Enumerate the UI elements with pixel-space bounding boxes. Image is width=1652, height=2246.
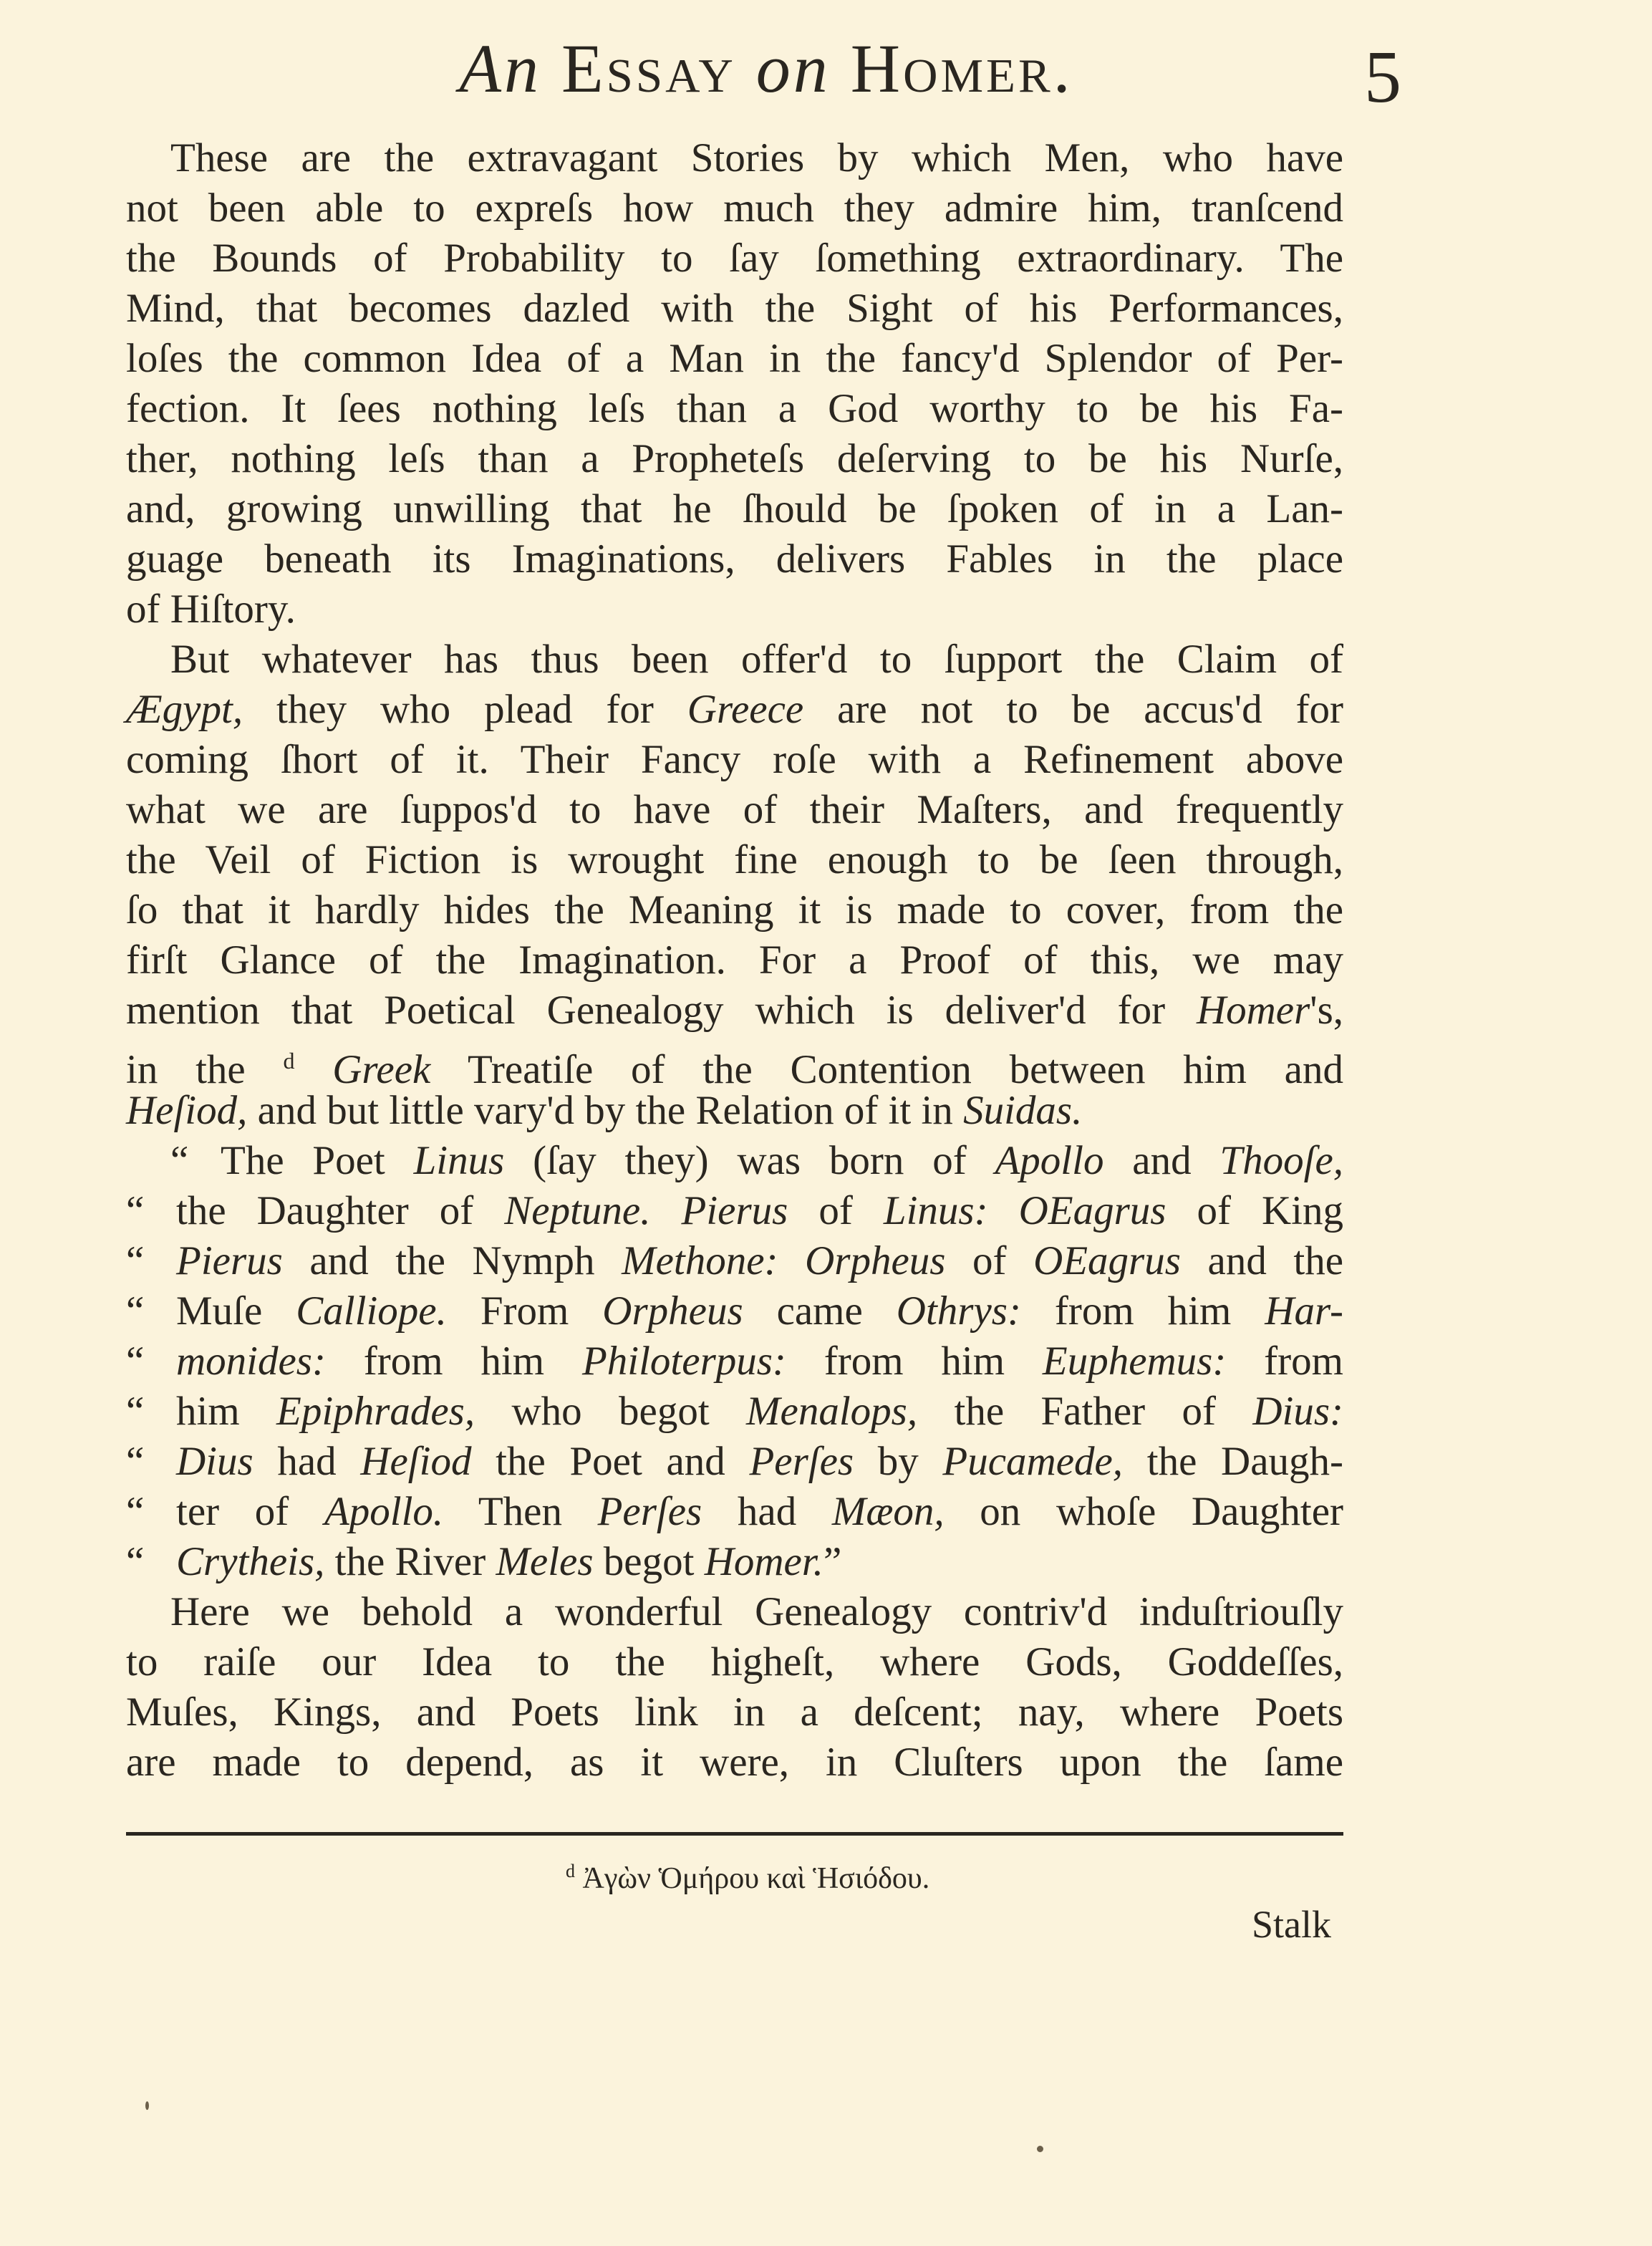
italic-name: Homer [1196,988,1310,1033]
quote-line: “ him Epiphrades, who begot Menalops, the Father of Dius: [126,1387,1343,1437]
text-line: guage beneath its Imaginations, delivers Fables in the place [126,536,1343,582]
footnote-divider [126,1832,1343,1836]
text-line: Here we behold a wonderful Genealogy contriv'd induſtriouſly [170,1589,1343,1634]
text-line: what we are ſuppos'd to have of their Maſters, and frequently [126,787,1343,832]
quote-line: “ Crytheis, the River Meles begot Homer.” [126,1537,1343,1587]
text-line: to raiſe our Idea to the higheſt, where Gods, Goddeſſes, [126,1639,1343,1684]
footnote-reference: d [283,1048,295,1074]
italic-name: Greece [687,687,804,732]
catchword: Stalk [1252,1903,1332,1946]
text-line: Heſiod, and but little vary'd by the Relation of it in Suidas. [126,1088,1083,1133]
text-line: ther, nothing leſs than a Propheteſs deſerving to be his Nurſe, [126,436,1343,481]
quote-mark: “ [126,1439,145,1484]
text-line: But whatever has thus been offer'd to ſupport the Claim of [170,637,1343,682]
italic-name: Heſiod, [126,1088,248,1133]
italic-name: Ægypt, [126,687,243,732]
italic-name: Suidas. [963,1088,1083,1133]
footnote [566,1861,929,1896]
text-line: mention that Poetical Genealogy which is deliver'd for Homer's, [126,988,1343,1033]
quote-line: “ Dius had Heſiod the Poet and Perſes by Pucamede, the Daugh- [126,1437,1343,1487]
paper-speck [1037,2146,1043,2152]
title-word-homer: Homer. [850,30,1073,107]
quote-mark: “ [126,1188,145,1233]
title-word-an: An [459,30,541,107]
text-line: These are the extravagant Stories by which Men, who have [170,135,1343,180]
quote-mark: “ [126,1238,145,1283]
footnote-marker: d [566,1861,575,1881]
text-line: not been able to expreſs how much they admire him, tranſcend [126,185,1343,231]
quote-mark: “ [126,1339,145,1384]
text-line: loſes the common Idea of a Man in the fancy'd Splendor of Per- [126,336,1343,381]
quote-line: “ Pierus and the Nymph Methone: Orpheus of OEagrus and the [126,1236,1343,1286]
text-line: and, growing unwilling that he ſhould be ſpoken of in a Lan- [126,486,1343,531]
paper-speck [145,2101,149,2110]
quote-line: “ Muſe Calliope. From Orpheus came Othrys: from him Har- [126,1286,1343,1336]
text-line: Muſes, Kings, and Poets link in a deſcent; nay, where Poets [126,1690,1343,1735]
quote-mark: “ [126,1389,145,1434]
quote-mark: “ [126,1489,145,1534]
running-title [358,29,1174,108]
text-line: are made to depend, as it were, in Cluſters upon the ſame [126,1740,1343,1785]
quote-line: “ the Daughter of Neptune. Pierus of Linus: OEagrus of King [126,1186,1343,1236]
body-text [126,133,1343,1788]
italic-name: Greek [294,1047,431,1092]
quote-mark: “ [170,1138,189,1183]
text-line: firſt Glance of the Imagination. For a Proof of this, we may [126,938,1343,983]
title-word-essay: Essay [561,30,736,107]
text-line: in the $^d$ Greek Treatiſe of the Contention between him and [126,1047,1343,1092]
page-header [0,29,1652,118]
page-number: 5 [1364,36,1401,118]
text-line: coming ſhort of it. Their Fancy roſe with a Refinement above [126,737,1343,782]
text-line: Ægypt, they who plead for Greece are not to be accus'd for [126,687,1343,732]
quote-mark: “ [126,1539,145,1584]
title-word-on: on [755,30,831,107]
text-line: Mind, that becomes dazled with the Sight of his Performances, [126,286,1343,331]
text-line: ſo that it hardly hides the Meaning it is made to cover, from the [126,887,1343,932]
text-line: the Bounds of Probability to ſay ſomething extraordinary. The [126,236,1343,281]
quote-line: “ The Poet Linus (ſay they) was born of Apollo and Thooſe, [126,1136,1343,1186]
text-line: the Veil of Fiction is wrought fine enough to be ſeen through, [126,837,1343,882]
text-line: of Hiſtory. [126,587,296,632]
quote-line: “ monides: from him Philoterpus: from him Euphemus: from [126,1336,1343,1387]
quote-mark: “ [126,1288,145,1334]
text-line: fection. It ſees nothing leſs than a God worthy to be his Fa- [126,386,1343,431]
quote-line: “ ter of Apollo. Then Perſes had Mæon, on whoſe Daughter [126,1487,1343,1537]
footnote-text: Ἀγὼν Ὁμήρου καὶ Ἡσιόδου. [582,1862,930,1895]
quote-close-mark: ” [823,1539,842,1584]
